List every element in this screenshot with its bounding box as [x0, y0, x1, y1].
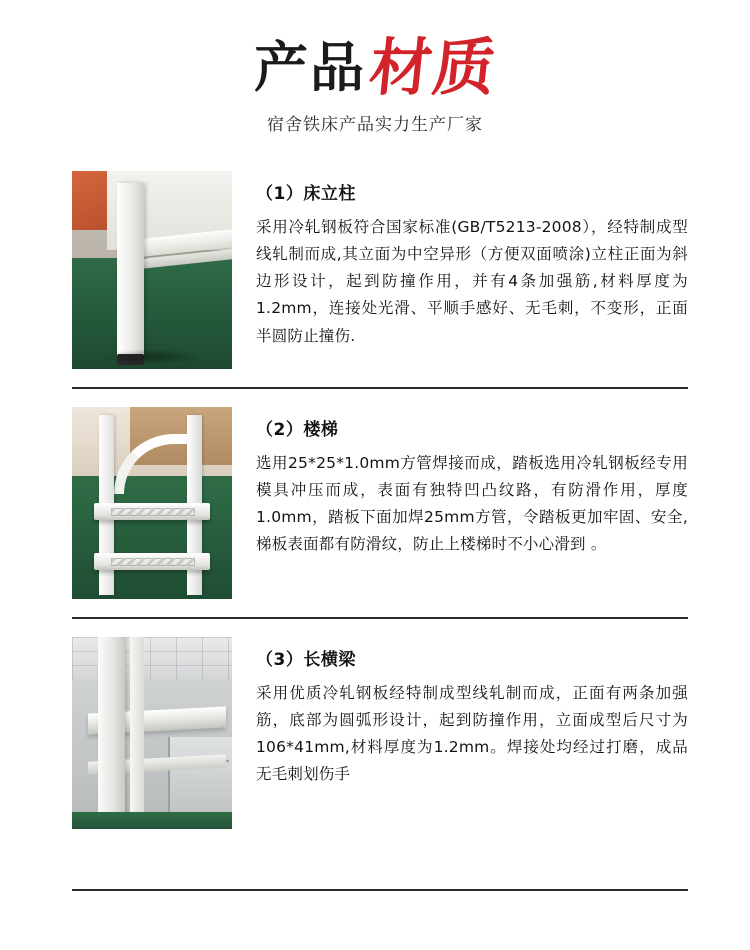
- section-divider-2: [72, 617, 688, 619]
- ladder-body: 选用25*25*1.0mm方管焊接而成，踏板选用冷轧钢板经专用模具冲压而成，表面有独特凹凸纹路，有防滑作用，厚度1.0mm，踏板下面加焊25mm方管，令踏板更加牢固、安全,梯板表面都有防滑纹，防止上楼梯时不小心滑到 。: [256, 454, 688, 554]
- long-beam-photo-art: [72, 637, 232, 829]
- long-beam-text: [232, 637, 688, 829]
- ladder-photo-art: [72, 407, 232, 599]
- bed-post-title: （1）床立柱: [256, 184, 356, 204]
- long-beam-body: 采用优质冷轧钢板经特制成型线轧制而成，正面有两条加强筋，底部为圆弧形设计，起到防撞作用，立面成型后尺寸为106*41mm,材料厚度为1.2mm。焊接处均经过打磨，成品无毛刺划伤手: [256, 684, 688, 784]
- bed-post-text: [232, 171, 688, 369]
- ladder-text: [232, 407, 688, 599]
- bed-post-photo: [72, 171, 232, 369]
- ladder-photo: [72, 407, 232, 599]
- page-title-black: 产品: [253, 35, 366, 99]
- section-long-beam: [0, 637, 750, 829]
- ladder-title: （2）楼梯: [256, 420, 339, 440]
- page-title: [0, 31, 750, 104]
- page-subtitle: 宿舍铁床产品实力生产厂家: [267, 115, 483, 135]
- section-ladder: [0, 407, 750, 599]
- page-header: [0, 0, 750, 135]
- long-beam-photo: [72, 637, 232, 829]
- section-bed-post: [0, 171, 750, 369]
- section-divider-3: [72, 889, 688, 891]
- bed-post-body: 采用冷轧钢板符合国家标准(GB/T5213-2008），经特制成型线轧制而成,其立面为中空异形（方便双面喷涂)立柱正面为斜边形设计，起到防撞作用，并有4条加强筋,材料厚度为1.2mm，连接处光滑、平顺手感好、无毛刺，不变形，正面半圆防止撞伤.: [256, 218, 688, 345]
- bed-post-photo-art: [72, 171, 232, 369]
- long-beam-title: （3）长横梁: [256, 650, 356, 670]
- page-title-red: 材质: [366, 31, 500, 104]
- section-divider-1: [72, 387, 688, 389]
